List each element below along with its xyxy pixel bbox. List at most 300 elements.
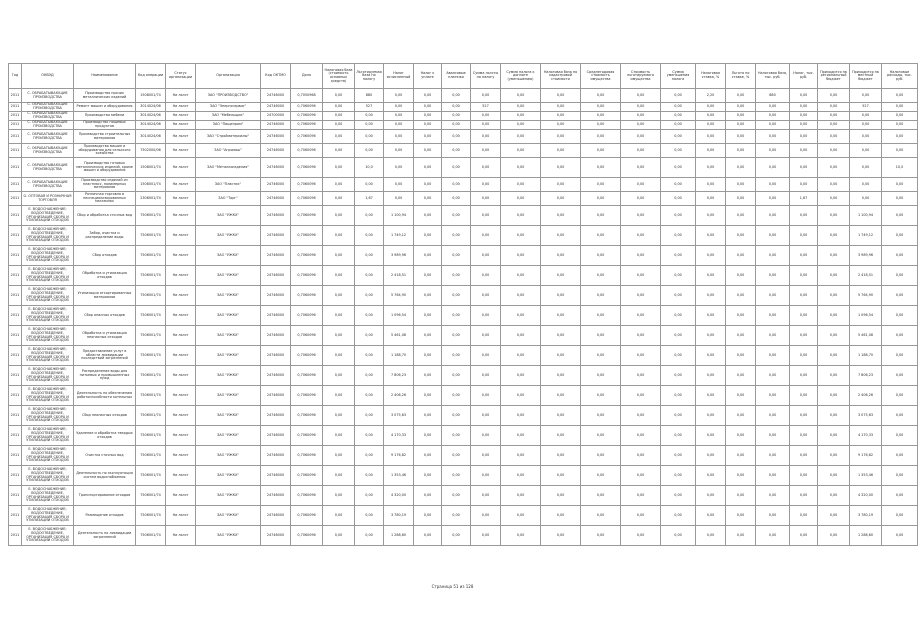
table-cell: 0,00 bbox=[323, 346, 355, 366]
table-cell: 0,00 bbox=[541, 386, 581, 406]
table-cell: 0,00 bbox=[471, 89, 501, 103]
table-cell: 0,7060096 bbox=[291, 426, 323, 446]
table-cell: 0,00 bbox=[581, 246, 621, 266]
table-cell: 0,00 bbox=[541, 506, 581, 526]
table-cell: G. ОПТОВАЯ И РОЗНИЧНАЯ ТОРГОВЛЯ bbox=[22, 192, 74, 206]
table-cell: ЗАО "УЖКХ" bbox=[196, 286, 261, 306]
table-cell: 0,00 bbox=[355, 346, 384, 366]
table-cell: ЗАО "Металлоизделия" bbox=[196, 158, 261, 178]
table-row bbox=[9, 121, 918, 130]
table-cell: 0,00 bbox=[726, 346, 756, 366]
table-cell: 7506001/74 bbox=[136, 206, 166, 226]
table-cell: 0,00 bbox=[442, 526, 471, 546]
table-cell: 0,00 bbox=[384, 121, 414, 130]
table-cell: 0,00 bbox=[541, 158, 581, 178]
table-cell: 0,7060096 bbox=[291, 306, 323, 326]
table-cell: 0,00 bbox=[661, 112, 696, 121]
table-row bbox=[9, 192, 918, 206]
table-cell: 5 764,90 bbox=[850, 286, 882, 306]
table-cell: 0,00 bbox=[696, 192, 726, 206]
table-cell: 0,00 bbox=[501, 506, 541, 526]
table-cell: 0,7060096 bbox=[291, 466, 323, 486]
table-cell: 0,00 bbox=[471, 486, 501, 506]
table-cell: 0,00 bbox=[355, 112, 384, 121]
table-body bbox=[9, 89, 918, 546]
table-cell: 2011 bbox=[9, 144, 22, 158]
table-cell: ЗАО "УЖКХ" bbox=[196, 386, 261, 406]
table-cell: 0,00 bbox=[384, 144, 414, 158]
table-row bbox=[9, 486, 918, 506]
table-cell: 2011 bbox=[9, 386, 22, 406]
table-cell: 24746000 bbox=[261, 446, 291, 466]
table-cell: 1 100,94 bbox=[850, 206, 882, 226]
table-cell: 0,00 bbox=[471, 386, 501, 406]
table-cell: 0,00 bbox=[581, 112, 621, 121]
table-cell: С. ОБРАБАТЫВАЮЩИЕ ПРОИЗВОДСТВА bbox=[22, 103, 74, 112]
table-cell: 0,00 bbox=[882, 386, 918, 406]
table-cell: 1508001/74 bbox=[136, 158, 166, 178]
table-cell: 0,00 bbox=[471, 526, 501, 546]
table-cell: Ни льгот bbox=[166, 112, 196, 121]
table-cell: 0,00 bbox=[323, 446, 355, 466]
table-cell: ЗАО "УЖКХ" bbox=[196, 226, 261, 246]
table-cell: 3 780,19 bbox=[384, 506, 414, 526]
table-cell: 0,00 bbox=[790, 206, 818, 226]
table-cell: 0,00 bbox=[581, 178, 621, 192]
table-cell: 0,00 bbox=[384, 112, 414, 121]
table-cell: 2 406,26 bbox=[850, 386, 882, 406]
table-cell: 7506001/74 bbox=[136, 306, 166, 326]
table-row bbox=[9, 526, 918, 546]
table-cell: 0,00 bbox=[581, 386, 621, 406]
table-cell: 0,00 bbox=[818, 121, 850, 130]
table-cell: 0,00 bbox=[850, 112, 882, 121]
tax-register-table bbox=[8, 63, 918, 546]
table-cell: 0,00 bbox=[414, 386, 442, 406]
table-cell: 0,00 bbox=[756, 446, 790, 466]
table-cell: 0,00 bbox=[790, 506, 818, 526]
table-cell: 0,00 bbox=[471, 130, 501, 144]
table-cell: Ни льгот bbox=[166, 226, 196, 246]
table-cell: 0,7060096 bbox=[291, 486, 323, 506]
table-cell: 0,00 bbox=[323, 326, 355, 346]
table-cell: 0,00 bbox=[471, 506, 501, 526]
column-header: Сумма налога к доплате (уменьшению) bbox=[501, 64, 541, 89]
table-cell: 0,00 bbox=[882, 266, 918, 286]
table-cell: 0,00 bbox=[726, 366, 756, 386]
table-cell: 0,00 bbox=[818, 486, 850, 506]
table-cell: ЗАО "УЖКХ" bbox=[196, 506, 261, 526]
table-cell: 0,00 bbox=[818, 192, 850, 206]
table-cell: 0,00 bbox=[818, 144, 850, 158]
table-cell: 0,00 bbox=[621, 346, 661, 366]
table-cell: 1 288,60 bbox=[384, 526, 414, 546]
table-cell: 2011 bbox=[9, 206, 22, 226]
table-cell: 2011 bbox=[9, 286, 22, 306]
table-cell: 0,7060096 bbox=[291, 103, 323, 112]
table-cell: 0,00 bbox=[661, 89, 696, 103]
table-cell: ЗАО "Пластик" bbox=[196, 178, 261, 192]
table-cell: Ни льгот bbox=[166, 466, 196, 486]
table-cell: Ни льгот bbox=[166, 326, 196, 346]
table-cell: Утилизация отсортированных материалов bbox=[74, 286, 136, 306]
table-cell: 0,00 bbox=[471, 286, 501, 306]
table-cell: ЗАО "УЖКХ" bbox=[196, 306, 261, 326]
table-cell: 0,00 bbox=[581, 326, 621, 346]
table-cell: 0,00 bbox=[471, 306, 501, 326]
table-cell: ЗАО "УЖКХ" bbox=[196, 346, 261, 366]
table-cell: 0,00 bbox=[790, 486, 818, 506]
table-cell: 0,00 bbox=[541, 266, 581, 286]
table-cell: 0,00 bbox=[726, 178, 756, 192]
table-cell: Производство пищевых продуктов bbox=[74, 121, 136, 130]
table-cell: 0,00 bbox=[323, 426, 355, 446]
table-cell: 0,7060096 bbox=[291, 192, 323, 206]
table-cell: 0,00 bbox=[323, 226, 355, 246]
table-cell: Ни льгот bbox=[166, 130, 196, 144]
table-cell: С. ОБРАБАТЫВАЮЩИЕ ПРОИЗВОДСТВА bbox=[22, 130, 74, 144]
table-cell: 0,00 bbox=[696, 121, 726, 130]
table-cell: 0,00 bbox=[661, 486, 696, 506]
table-cell: 0,00 bbox=[541, 486, 581, 506]
table-cell: 0,00 bbox=[818, 386, 850, 406]
table-cell: 24746000 bbox=[261, 246, 291, 266]
column-header: Стоимость льготируемого имущества bbox=[621, 64, 661, 89]
column-header: Авансовые платежи bbox=[442, 64, 471, 89]
table-cell: 24746000 bbox=[261, 266, 291, 286]
table-cell: 1 353,46 bbox=[384, 466, 414, 486]
column-header: Код ОКТМО bbox=[261, 64, 291, 89]
table-cell: 0,00 bbox=[818, 426, 850, 446]
table-row bbox=[9, 103, 918, 112]
table-cell: 0,00 bbox=[756, 112, 790, 121]
table-cell: 0,00 bbox=[621, 266, 661, 286]
table-cell: 0,00 bbox=[696, 506, 726, 526]
column-header: Налоговая ставка, % bbox=[696, 64, 726, 89]
column-header: Льготируемая база по налогу bbox=[355, 64, 384, 89]
column-header: Налог к уплате bbox=[414, 64, 442, 89]
table-cell: 0,00 bbox=[414, 266, 442, 286]
table-cell: 527 bbox=[850, 103, 882, 112]
table-cell: ЗАО "Торг" bbox=[196, 192, 261, 206]
table-cell: 0,00 bbox=[541, 446, 581, 466]
table-cell: Ни льгот bbox=[166, 121, 196, 130]
table-cell: 0,00 bbox=[501, 130, 541, 144]
table-cell: 0,00 bbox=[355, 121, 384, 130]
table-cell: 0,00 bbox=[501, 446, 541, 466]
table-cell: 2011 bbox=[9, 446, 22, 466]
table-cell: 0,00 bbox=[790, 103, 818, 112]
table-cell: 0,00 bbox=[756, 526, 790, 546]
table-cell: 0,00 bbox=[621, 226, 661, 246]
table-cell: 0,00 bbox=[621, 366, 661, 386]
table-cell: 24746000 bbox=[261, 526, 291, 546]
table-cell: 0,00 bbox=[355, 266, 384, 286]
table-cell: 0,00 bbox=[818, 506, 850, 526]
table-row bbox=[9, 206, 918, 226]
table-cell: 0,00 bbox=[661, 103, 696, 112]
table-cell: Ни льгот bbox=[166, 366, 196, 386]
table-cell: 0,00 bbox=[790, 326, 818, 346]
table-cell: 24746000 bbox=[261, 386, 291, 406]
table-cell: 7506001/74 bbox=[136, 526, 166, 546]
column-header: Льгота по ставке, % bbox=[726, 64, 756, 89]
table-cell: 0,00 bbox=[621, 486, 661, 506]
table-cell: 0,00 bbox=[414, 112, 442, 121]
column-header: Налог исчисленный bbox=[384, 64, 414, 89]
table-cell: 0,00 bbox=[442, 286, 471, 306]
table-cell: 0,00 bbox=[501, 103, 541, 112]
table-cell: 0,00 bbox=[442, 112, 471, 121]
table-cell: 0,00 bbox=[661, 226, 696, 246]
table-cell: 0,00 bbox=[501, 246, 541, 266]
table-cell: ЗАО "УЖКХ" bbox=[196, 406, 261, 426]
table-cell: Ни льгот bbox=[166, 89, 196, 103]
table-cell: 0,00 bbox=[355, 386, 384, 406]
table-cell: 0,00 bbox=[355, 226, 384, 246]
table-cell: 0,00 bbox=[726, 226, 756, 246]
table-cell: 0,00 bbox=[414, 130, 442, 144]
table-cell: 0,00 bbox=[726, 89, 756, 103]
table-cell: Ни льгот bbox=[166, 144, 196, 158]
table-cell: 5 461,08 bbox=[384, 326, 414, 346]
table-cell: 2011 bbox=[9, 426, 22, 446]
table-cell: 0,00 bbox=[882, 89, 918, 103]
table-row bbox=[9, 346, 918, 366]
table-cell: 10,0 bbox=[355, 158, 384, 178]
table-cell: 0,00 bbox=[581, 206, 621, 226]
table-cell: 0,00 bbox=[756, 346, 790, 366]
table-cell: 7506001/74 bbox=[136, 326, 166, 346]
table-cell: С. ОБРАБАТЫВАЮЩИЕ ПРОИЗВОДСТВА bbox=[22, 158, 74, 178]
table-cell: 0,00 bbox=[726, 526, 756, 546]
table-cell: 0,00 bbox=[882, 326, 918, 346]
table-cell: Производство мебели bbox=[74, 112, 136, 121]
table-cell: 0,00 bbox=[501, 112, 541, 121]
table-cell: 0,00 bbox=[442, 446, 471, 466]
table-row bbox=[9, 366, 918, 386]
table-cell: 0,00 bbox=[726, 144, 756, 158]
table-cell: 0,00 bbox=[581, 226, 621, 246]
table-cell: 0,00 bbox=[756, 486, 790, 506]
table-cell: 0,00 bbox=[621, 286, 661, 306]
table-cell: 0,00 bbox=[323, 506, 355, 526]
table-cell: 3014024/06 bbox=[136, 121, 166, 130]
table-cell: 0,00 bbox=[442, 346, 471, 366]
table-row bbox=[9, 130, 918, 144]
table-cell: 0,00 bbox=[818, 346, 850, 366]
table-cell: 3 989,96 bbox=[384, 246, 414, 266]
table-cell: 0,00 bbox=[790, 266, 818, 286]
table-cell: 7506001/74 bbox=[136, 506, 166, 526]
table-cell: 0,00 bbox=[696, 266, 726, 286]
table-cell: 0,00 bbox=[414, 206, 442, 226]
table-cell: 0,00 bbox=[882, 178, 918, 192]
table-cell: 7506001/74 bbox=[136, 406, 166, 426]
table-cell: 0,00 bbox=[471, 406, 501, 426]
table-cell: 0,7060096 bbox=[291, 112, 323, 121]
table-cell: 2011 bbox=[9, 306, 22, 326]
table-cell: 0,00 bbox=[384, 192, 414, 206]
table-cell: 1 353,46 bbox=[850, 466, 882, 486]
table-cell: 0,00 bbox=[882, 206, 918, 226]
table-cell: 24746000 bbox=[261, 206, 291, 226]
table-cell: 0,00 bbox=[726, 266, 756, 286]
table-header-row bbox=[9, 64, 918, 89]
table-cell: С. ОБРАБАТЫВАЮЩИЕ ПРОИЗВОДСТВА bbox=[22, 121, 74, 130]
table-cell: 0,00 bbox=[323, 158, 355, 178]
table-cell: 0,00 bbox=[818, 178, 850, 192]
table-cell: ЗАО "Мебельщик" bbox=[196, 112, 261, 121]
table-cell: 0,00 bbox=[726, 286, 756, 306]
table-cell: 0,00 bbox=[661, 466, 696, 486]
table-cell: Е. ВОДОСНАБЖЕНИЕ; ВОДООТВЕДЕНИЕ, ОРГАНИЗАЦИЯ СБОРА И УТИЛИЗАЦИИ ОТХОДОВ bbox=[22, 506, 74, 526]
table-cell: 0,00 bbox=[790, 246, 818, 266]
table-cell: 0,00 bbox=[442, 486, 471, 506]
table-cell: 0,7060096 bbox=[291, 366, 323, 386]
page-number-footer: Страница 51 из 128 bbox=[431, 584, 474, 589]
table-row bbox=[9, 266, 918, 286]
table-cell: 0,00 bbox=[661, 506, 696, 526]
table-cell: 1 749,12 bbox=[850, 226, 882, 246]
table-cell: 0,00 bbox=[790, 158, 818, 178]
table-cell: 2011 bbox=[9, 158, 22, 178]
table-cell: ЗАО "УЖКХ" bbox=[196, 486, 261, 506]
table-cell: 0,00 bbox=[726, 192, 756, 206]
table-cell: 0,00 bbox=[790, 178, 818, 192]
table-row bbox=[9, 178, 918, 192]
table-cell: 0,00 bbox=[442, 192, 471, 206]
table-cell: 0,00 bbox=[501, 526, 541, 546]
table-cell: ЗАО "Стройматериалы" bbox=[196, 130, 261, 144]
table-cell: 0,00 bbox=[790, 366, 818, 386]
table-cell: 0,00 bbox=[818, 406, 850, 426]
table-cell: 0,00 bbox=[471, 446, 501, 466]
table-cell: 7502000/06 bbox=[136, 144, 166, 158]
table-cell: 7506001/74 bbox=[136, 346, 166, 366]
table-cell: 0,00 bbox=[323, 286, 355, 306]
table-cell: 0,00 bbox=[818, 246, 850, 266]
table-cell: 0,00 bbox=[442, 158, 471, 178]
table-cell: 0,00 bbox=[661, 246, 696, 266]
table-cell: 0,00 bbox=[581, 103, 621, 112]
table-cell: 0,00 bbox=[621, 178, 661, 192]
table-cell: 24746000 bbox=[261, 89, 291, 103]
table-cell: Е. ВОДОСНАБЖЕНИЕ; ВОДООТВЕДЕНИЕ, ОРГАНИЗАЦИЯ СБОРА И УТИЛИЗАЦИИ ОТХОДОВ bbox=[22, 346, 74, 366]
table-cell: 0,00 bbox=[541, 286, 581, 306]
table-cell: 0,7060096 bbox=[291, 386, 323, 406]
table-cell: 2011 bbox=[9, 192, 22, 206]
table-cell: 0,00 bbox=[323, 89, 355, 103]
table-cell: 0,00 bbox=[442, 130, 471, 144]
table-row bbox=[9, 326, 918, 346]
table-cell: 0,00 bbox=[414, 466, 442, 486]
table-cell: 2011 bbox=[9, 226, 22, 246]
table-cell: Е. ВОДОСНАБЖЕНИЕ; ВОДООТВЕДЕНИЕ, ОРГАНИЗАЦИЯ СБОРА И УТИЛИЗАЦИИ ОТХОДОВ bbox=[22, 406, 74, 426]
table-cell: 0,00 bbox=[581, 526, 621, 546]
table-cell: 0,00 bbox=[696, 246, 726, 266]
table-cell: 0,00 bbox=[323, 486, 355, 506]
table-cell: 0,00 bbox=[323, 112, 355, 121]
table-cell: 0,00 bbox=[790, 446, 818, 466]
table-cell: Производство машин и оборудования для сельского хозяйства bbox=[74, 144, 136, 158]
table-cell: 0,00 bbox=[818, 526, 850, 546]
table-cell: 0,00 bbox=[696, 226, 726, 246]
table-cell: 0,00 bbox=[581, 130, 621, 144]
table-cell: Производство готовых металлических изделий, кроме машин и оборудования bbox=[74, 158, 136, 178]
table-cell: 0,7060096 bbox=[291, 326, 323, 346]
table-cell: Деятельность по обеспечению работоспособности котельных bbox=[74, 386, 136, 406]
table-cell: Е. ВОДОСНАБЖЕНИЕ; ВОДООТВЕДЕНИЕ, ОРГАНИЗАЦИЯ СБОРА И УТИЛИЗАЦИИ ОТХОДОВ bbox=[22, 526, 74, 546]
table-cell: 3014024/06 bbox=[136, 130, 166, 144]
table-cell: 0,00 bbox=[414, 286, 442, 306]
table-row bbox=[9, 506, 918, 526]
table-cell: 0,00 bbox=[790, 144, 818, 158]
column-header: Приходится на местный бюджет bbox=[850, 64, 882, 89]
table-cell: 2 418,51 bbox=[850, 266, 882, 286]
table-cell: 0,00 bbox=[818, 103, 850, 112]
table-cell: 0,00 bbox=[882, 103, 918, 112]
table-cell: 0,00 bbox=[541, 306, 581, 326]
table-cell: 0,00 bbox=[471, 366, 501, 386]
table-cell: 1 188,70 bbox=[384, 346, 414, 366]
table-cell: 0,00 bbox=[756, 326, 790, 346]
table-cell: 0,00 bbox=[501, 158, 541, 178]
table-cell: 0,7050968 bbox=[291, 89, 323, 103]
table-cell: 0,00 bbox=[581, 192, 621, 206]
table-cell: Е. ВОДОСНАБЖЕНИЕ; ВОДООТВЕДЕНИЕ, ОРГАНИЗАЦИЯ СБОРА И УТИЛИЗАЦИИ ОТХОДОВ bbox=[22, 366, 74, 386]
table-cell: 0,00 bbox=[882, 192, 918, 206]
table-cell: 7506001/74 bbox=[136, 466, 166, 486]
table-cell: 0,00 bbox=[756, 130, 790, 144]
table-cell: 0,00 bbox=[355, 446, 384, 466]
table-cell: Обработка и утилизация неопасных отходов bbox=[74, 326, 136, 346]
table-cell: 0,00 bbox=[471, 226, 501, 246]
table-cell: 4 170,33 bbox=[384, 426, 414, 446]
table-cell: Ни льгот bbox=[166, 266, 196, 286]
table-row bbox=[9, 406, 918, 426]
table-cell: 0,7060096 bbox=[291, 178, 323, 192]
table-cell: 0,00 bbox=[471, 266, 501, 286]
table-cell: 0,7060096 bbox=[291, 286, 323, 306]
table-cell: 0,00 bbox=[661, 206, 696, 226]
table-cell: 0,00 bbox=[790, 286, 818, 306]
table-cell: 0,00 bbox=[882, 466, 918, 486]
table-cell: Сбор неопасных отходов bbox=[74, 406, 136, 426]
table-cell: 0,00 bbox=[442, 246, 471, 266]
table-cell: 0,00 bbox=[621, 426, 661, 446]
table-cell: 0,00 bbox=[355, 130, 384, 144]
table-cell: Ни льгот bbox=[166, 446, 196, 466]
table-cell: 0,00 bbox=[882, 446, 918, 466]
table-cell: ЗАО "УЖКХ" bbox=[196, 466, 261, 486]
table-cell: 2 418,51 bbox=[384, 266, 414, 286]
table-cell: 0,00 bbox=[790, 306, 818, 326]
table-cell: 0,00 bbox=[756, 158, 790, 178]
table-cell: 2011 bbox=[9, 178, 22, 192]
table-cell: 0,00 bbox=[471, 121, 501, 130]
table-cell: 24746000 bbox=[261, 466, 291, 486]
table-cell: 0,00 bbox=[384, 158, 414, 178]
table-cell: 527 bbox=[355, 103, 384, 112]
table-row bbox=[9, 286, 918, 306]
table-cell: Ни льгот bbox=[166, 526, 196, 546]
table-cell: Транспортирование отходов bbox=[74, 486, 136, 506]
table-cell: ЗАО "Пищепром" bbox=[196, 121, 261, 130]
table-cell: 0,00 bbox=[442, 326, 471, 346]
table-cell: 2 406,26 bbox=[384, 386, 414, 406]
table-cell: 0,00 bbox=[621, 386, 661, 406]
